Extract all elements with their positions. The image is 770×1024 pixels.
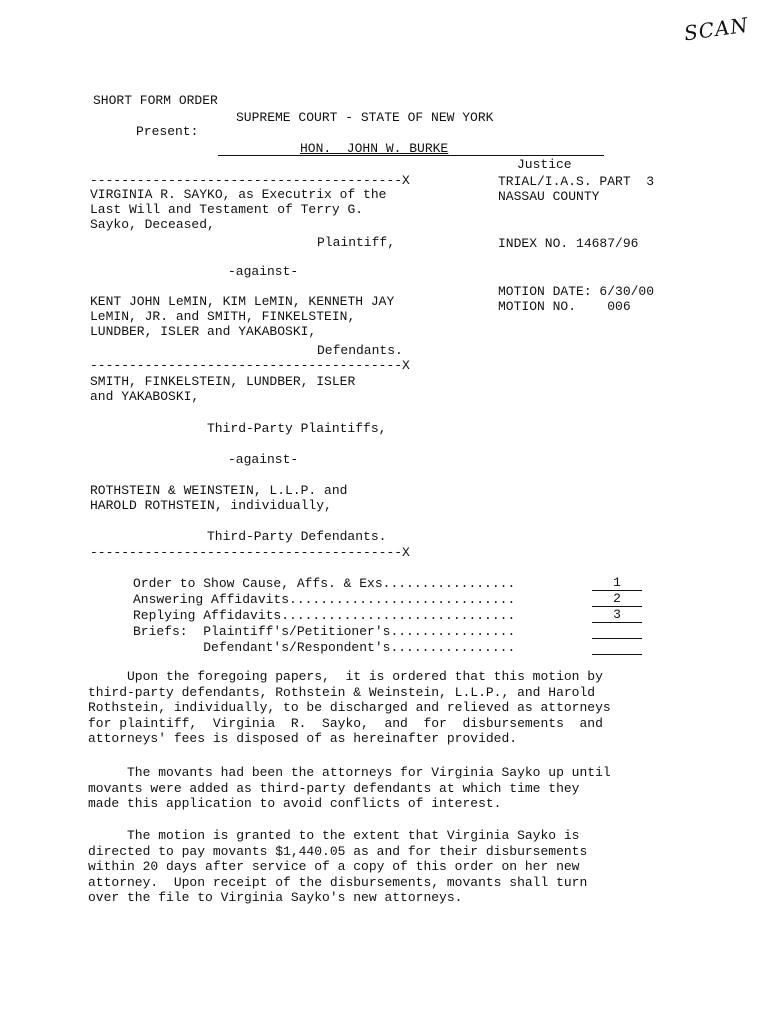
plaintiff-role: Plaintiff, [317,235,396,250]
defendant-line-3: LUNDBER, ISLER and YAKABOSKI, [90,324,317,339]
papers-item-number [592,640,642,655]
judge-title: Justice [517,157,572,172]
caption-separator: ----------------------------------------X [90,358,410,373]
paragraph-line: third-party defendants, Rothstein & Weinstein, L.L.P., and Harold [88,684,596,700]
paragraph-line: The motion is granted to the extent that Virginia Sayko is [88,828,580,843]
caption-separator: ----------------------------------------X [90,173,410,188]
scan-handwritten-mark: SCAN [682,12,751,46]
motion-number: MOTION NO. 006 [498,299,631,314]
papers-item-label: Replying Affidavits.............................. [133,608,516,623]
form-title: SHORT FORM ORDER [93,93,218,108]
caption-separator: ----------------------------------------X [90,545,410,560]
paragraph-line: within 20 days after service of a copy of this order on her new [88,859,580,874]
papers-item-label: Order to Show Cause, Affs. & Exs................. [133,576,516,591]
against-label: -against- [228,264,299,279]
papers-item-number [592,624,642,639]
paragraph-line: attorney. Upon receipt of the disbursements, movants shall turn [88,874,588,890]
paragraph-line: over the file to Virginia Sayko's new attorneys. [88,890,463,905]
plaintiff-line-1: VIRGINIA R. SAYKO, as Executrix of the [90,187,387,202]
against-label: -against- [228,452,299,467]
county: NASSAU COUNTY [498,189,600,204]
third-party-defendant-line-1: ROTHSTEIN & WEINSTEIN, L.L.P. and [90,483,348,498]
papers-item-number: 1 [592,576,642,591]
trial-part: TRIAL/I.A.S. PART 3 [498,174,655,189]
paragraph-line: made this application to avoid conflicts of interest. [88,796,502,811]
third-party-plaintiff-line-1: SMITH, FINKELSTEIN, LUNDBER, ISLER [90,374,356,389]
paragraph-line: Rothstein, individually, to be discharged and relieved as attorneys [88,700,611,715]
third-party-defendant-role: Third-Party Defendants. [207,529,387,544]
papers-item-number: 3 [592,608,642,623]
order-paragraph-1 [88,669,678,747]
court-name: SUPREME COURT - STATE OF NEW YORK [236,110,494,125]
motion-date: MOTION DATE: 6/30/00 [498,284,655,299]
index-number: INDEX NO. 14687/96 [498,236,639,251]
papers-item-label: Answering Affidavits............................. [133,592,516,607]
defendant-line-2: LeMIN, JR. and SMITH, FINKELSTEIN, [90,309,356,324]
judge-name: HON. JOHN W. BURKE [300,141,449,156]
defendant-line-1: KENT JOHN LeMIN, KIM LeMIN, KENNETH JAY [90,294,395,309]
defendant-role: Defendants. [317,343,403,358]
paragraph-line: directed to pay movants $1,440.05 as and for their disbursements [88,843,588,859]
order-paragraph-2 [88,765,678,812]
order-paragraph-3 [88,828,678,906]
paragraph-line: attorneys' fees is disposed of as hereinafter provided. [88,731,518,746]
third-party-plaintiff-role: Third-Party Plaintiffs, [207,421,387,436]
paragraph-line: Upon the foregoing papers, it is ordered that this motion by [88,669,603,684]
plaintiff-line-3: Sayko, Deceased, [90,217,215,232]
papers-item-number: 2 [592,592,642,607]
paragraph-line: for plaintiff, Virginia R. Sayko, and for disbursements and [88,715,603,731]
paragraph-line: movants were added as third-party defendants at which time they [88,780,580,796]
plaintiff-line-2: Last Will and Testament of Terry G. [90,202,364,217]
third-party-defendant-line-2: HAROLD ROTHSTEIN, individually, [90,498,332,513]
judge-signature-line [218,155,604,156]
paragraph-line: The movants had been the attorneys for Virginia Sayko up until [88,765,611,780]
papers-item-label: Briefs: Plaintiff's/Petitioner's................ [133,624,516,639]
papers-item-label: Defendant's/Respondent's................ [133,640,516,655]
present-label: Present: [136,124,199,139]
third-party-plaintiff-line-2: and YAKABOSKI, [90,389,200,404]
